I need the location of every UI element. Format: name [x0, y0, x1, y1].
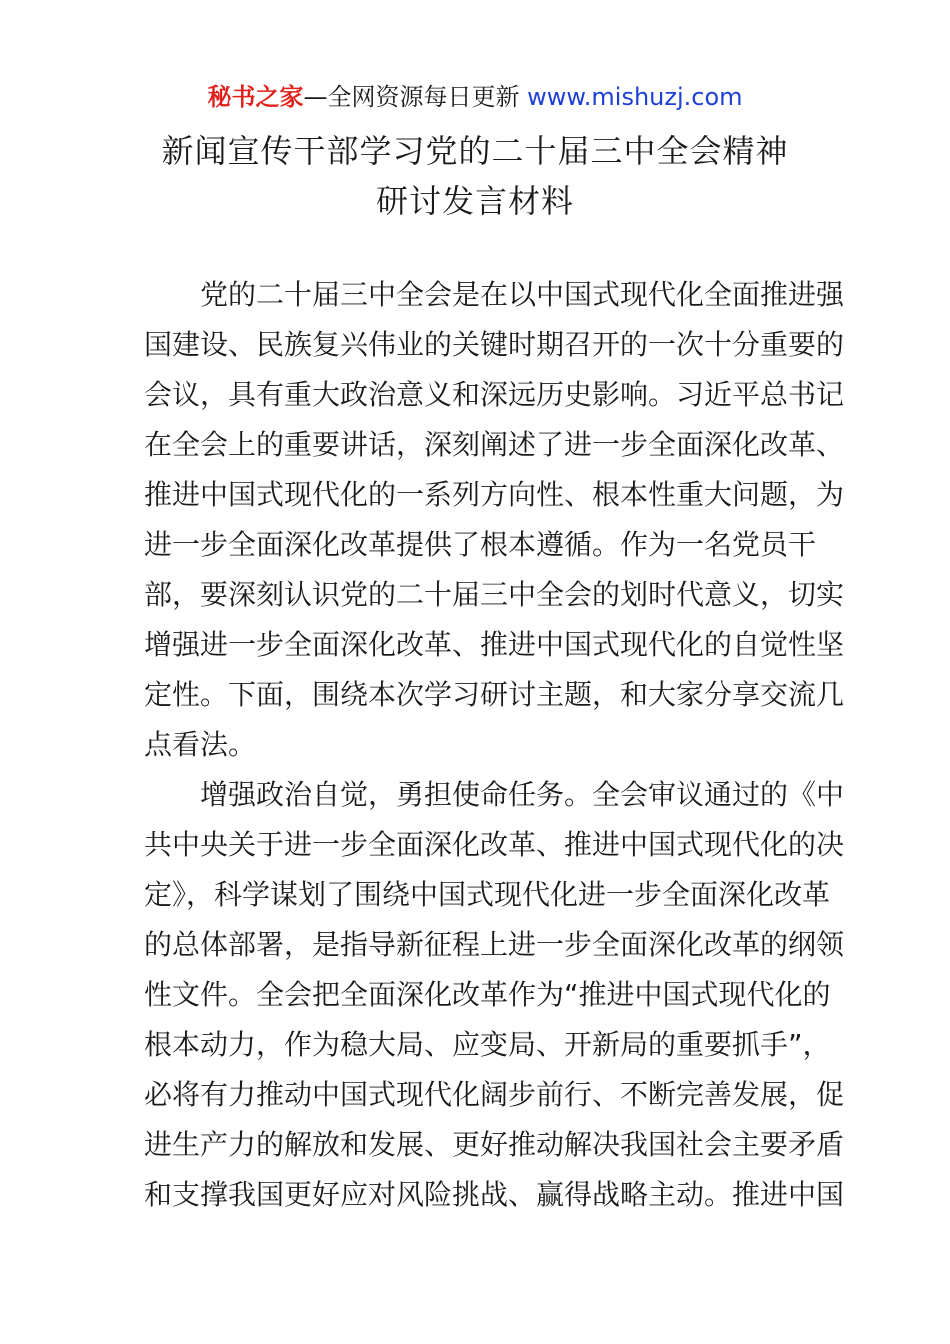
paragraph-line: 进生产力的解放和发展、更好推动解决我国社会主要矛盾 [144, 1128, 845, 1161]
paragraph-line: 点看法。 [144, 728, 257, 761]
paragraph-line: 在全会上的重要讲话，深刻阐述了进一步全面深化改革、 [144, 428, 845, 461]
paragraph-line: 共中央关于进一步全面深化改革、推进中国式现代化的决 [144, 828, 845, 861]
paragraph-line: 增强政治自觉，勇担使命任务。全会审议通过的《中 [200, 778, 845, 811]
title-line-2: 研讨发言材料 [375, 182, 574, 220]
title-line-1: 新闻宣传干部学习党的二十届三中全会精神 [161, 132, 789, 170]
paragraph-line: 党的二十届三中全会是在以中国式现代化全面推进强 [200, 278, 845, 311]
paragraph-line: 必将有力推动中国式现代化阔步前行、不断完善发展，促 [144, 1078, 845, 1111]
paragraph-line: 根本动力，作为稳大局、应变局、开新局的重要抓手”， [144, 1028, 831, 1061]
paragraph-line: 进一步全面深化改革提供了根本遵循。作为一名党员干 [144, 528, 817, 561]
paragraph-2 [144, 770, 845, 1220]
paragraph-line: 定》，科学谋划了围绕中国式现代化进一步全面深化改革 [144, 878, 831, 911]
paragraph-1 [144, 270, 845, 770]
paragraph-line: 性文件。全会把全面深化改革作为“推进中国式现代化的 [144, 978, 831, 1011]
paragraph-line: 和支撑我国更好应对风险挑战、赢得战略主动。推进中国 [144, 1178, 845, 1211]
paragraph-line: 定性。下面，围绕本次学习研讨主题，和大家分享交流几 [144, 678, 845, 711]
paragraph-line: 国建设、民族复兴伟业的关键时期召开的一次十分重要的 [144, 328, 845, 361]
site-header [0, 80, 950, 114]
document-title [0, 126, 950, 226]
paragraph-line: 的总体部署，是指导新征程上进一步全面深化改革的纲领 [144, 928, 845, 961]
site-url-link[interactable]: www.mishuzj.com [527, 83, 743, 111]
document-body [144, 270, 845, 1220]
paragraph-line: 推进中国式现代化的一系列方向性、根本性重大问题，为 [144, 478, 845, 511]
site-brand: 秘书之家 [207, 83, 304, 111]
paragraph-line: 增强进一步全面深化改革、推进中国式现代化的自觉性坚 [144, 628, 845, 661]
paragraph-line: 部，要深刻认识党的二十届三中全会的划时代意义，切实 [144, 578, 845, 611]
site-slogan: —全网资源每日更新 [303, 83, 528, 111]
paragraph-line: 会议，具有重大政治意义和深远历史影响。习近平总书记 [144, 378, 845, 411]
